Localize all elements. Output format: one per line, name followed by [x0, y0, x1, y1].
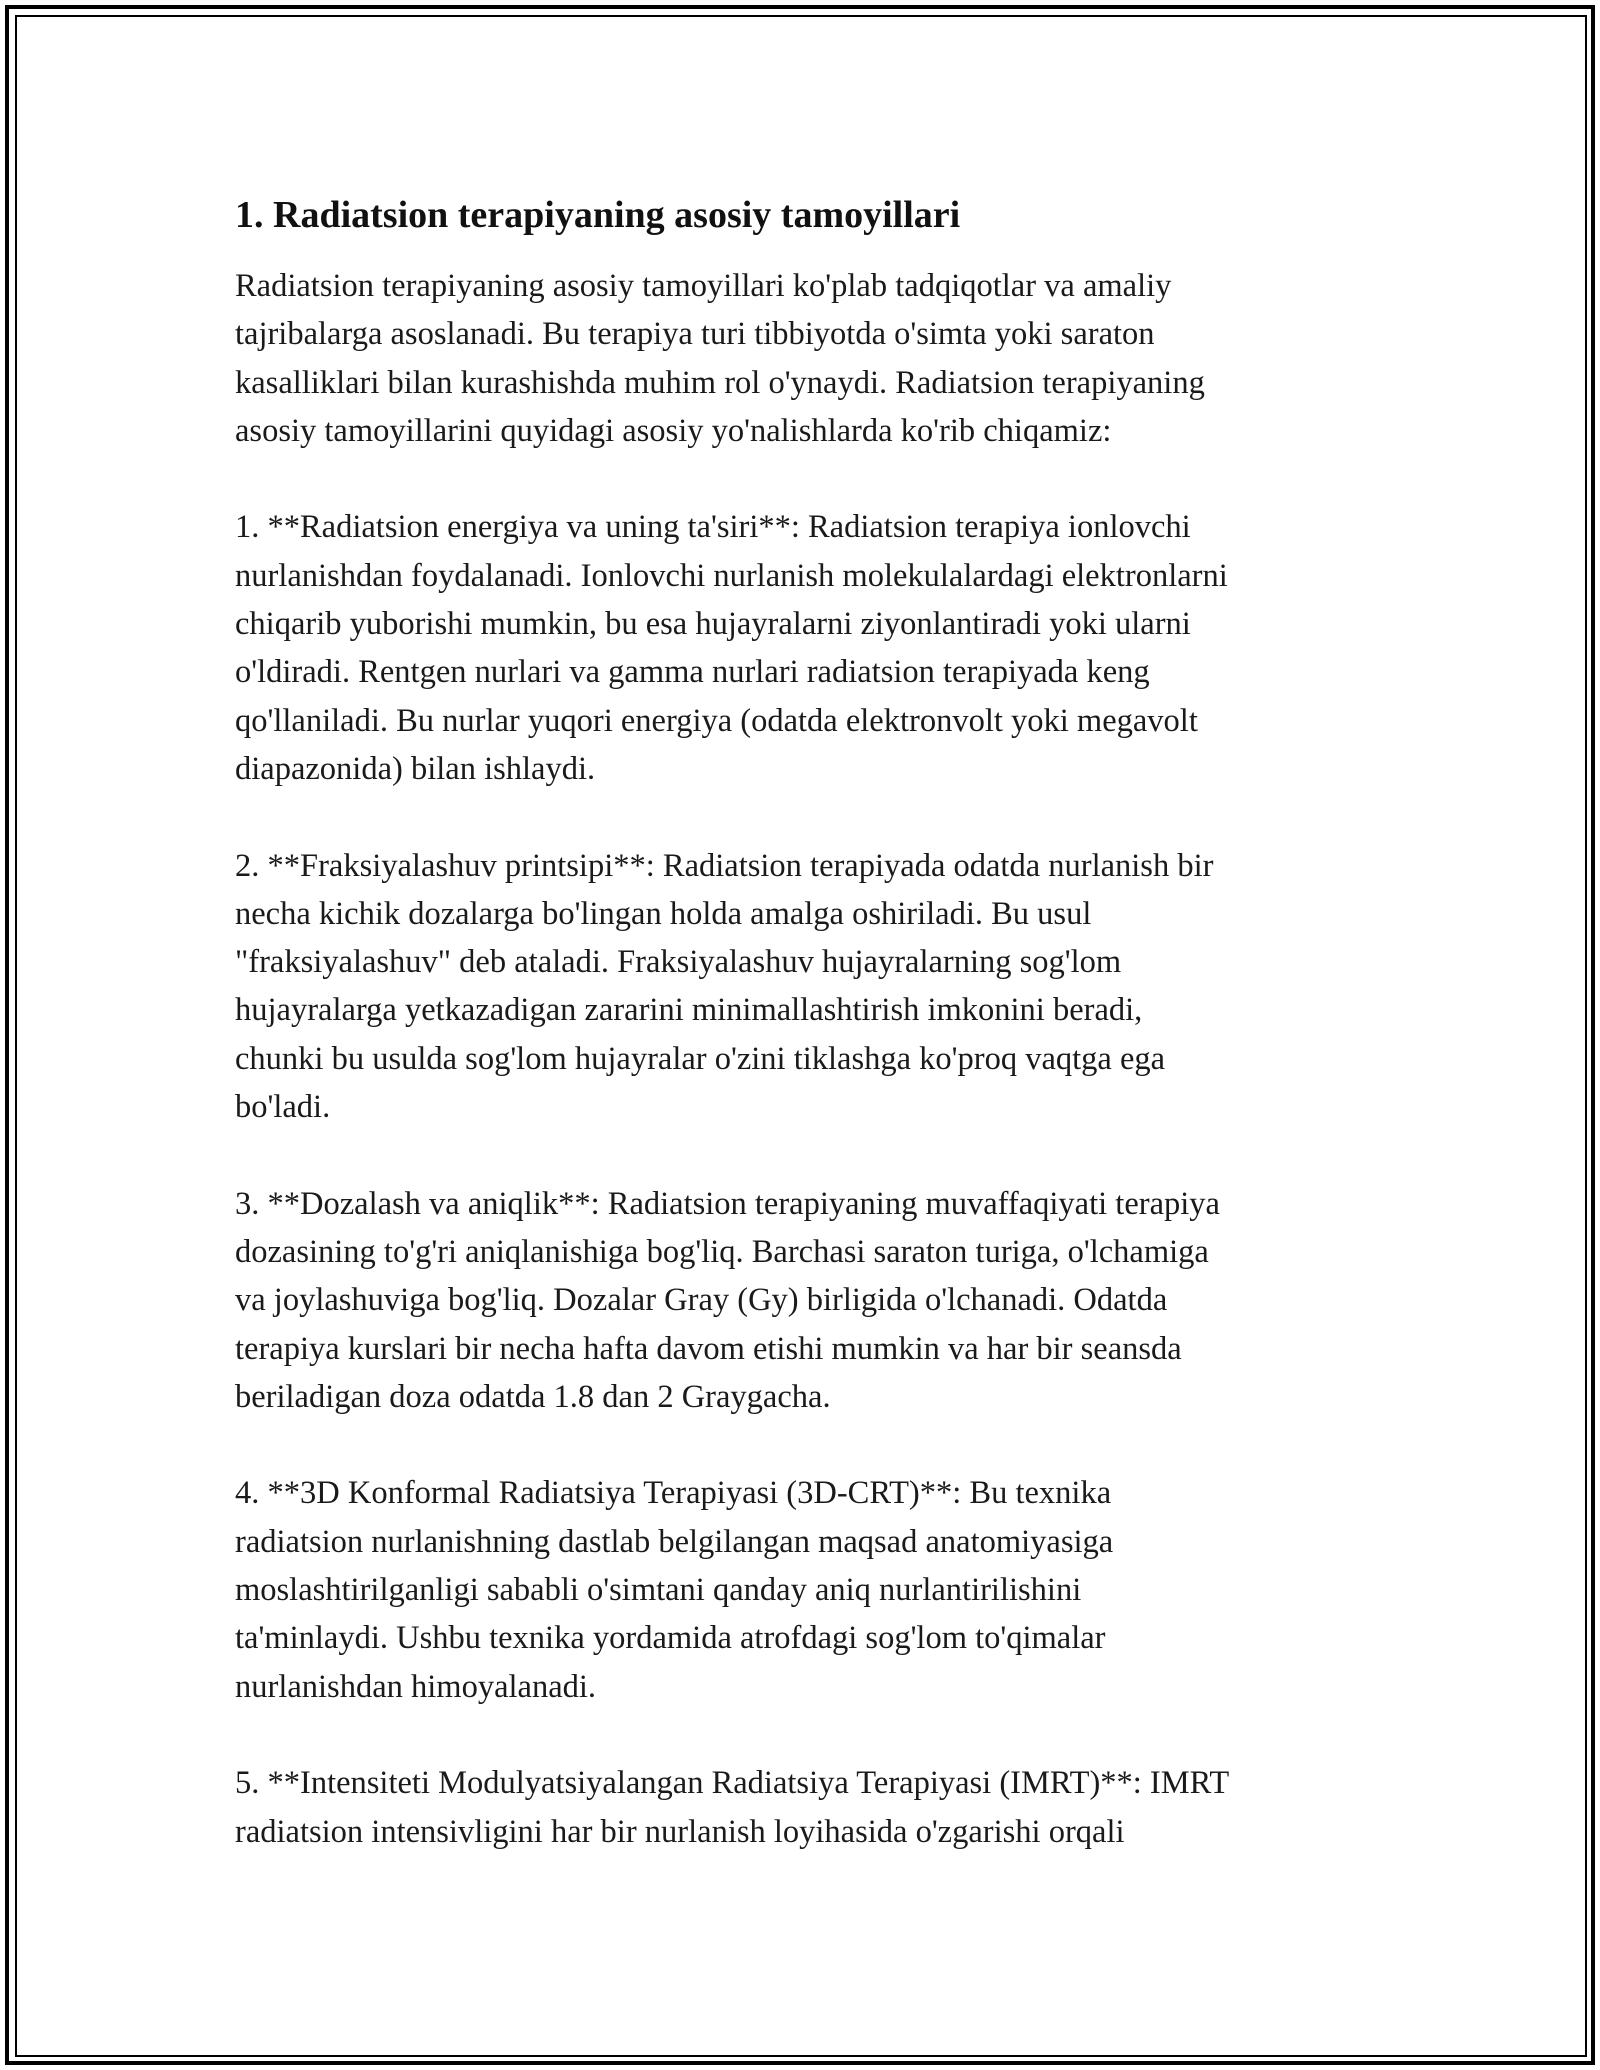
text-line: bo'ladi. [235, 1089, 331, 1126]
text-line: 5. **Intensiteti Modulyatsiyalangan Radiatsiya Terapiyasi (IMRT)**: IMRT [235, 1765, 1230, 1802]
text-line: asosiy tamoyillarini quyidagi asosiy yo'nalishlarda ko'rib chiqamiz: [235, 412, 1112, 449]
text-line: tajribalarga asoslanadi. Bu terapiya turi tibbiyotda o'simta yoki saraton [235, 316, 1155, 353]
principle-5-paragraph [235, 1759, 1385, 1856]
section-title: 1. Radiatsion terapiyaning asosiy tamoyillari [235, 194, 961, 236]
document-body [235, 188, 1385, 1904]
text-line: nurlanishdan himoyalanadi. [235, 1668, 597, 1705]
text-line: nurlanishdan foydalanadi. Ionlovchi nurlanish molekulalardagi elektronlarni [235, 557, 1228, 594]
text-line: dozasining to'g'ri aniqlanishiga bog'liq. Barchasi saraton turiga, o'lchamiga [235, 1233, 1209, 1270]
text-line: necha kichik dozalarga bo'lingan holda amalga oshiriladi. Bu usul [235, 895, 1092, 932]
text-line: Radiatsion terapiyaning asosiy tamoyillari ko'plab tadqiqotlar va amaliy [235, 268, 1172, 304]
text-line: 3. **Dozalash va aniqlik**: Radiatsion terapiyaning muvaffaqiyati terapiya [235, 1185, 1220, 1222]
text-line: qo'llaniladi. Bu nurlar yuqori energiya (odatda elektronvolt yoki megavolt [235, 702, 1198, 739]
principle-3-paragraph [235, 1180, 1385, 1421]
principle-2-paragraph [235, 842, 1385, 1132]
text-line: ta'minlaydi. Ushbu texnika yordamida atrofdagi sog'lom to'qimalar [235, 1620, 1106, 1657]
text-line: hujayralarga yetkazadigan zararini minimallashtirish imkonini beradi, [235, 992, 1143, 1029]
text-line: 1. **Radiatsion energiya va uning ta'siri**: Radiatsion terapiya ionlovchi [235, 509, 1191, 546]
text-line: chunki bu usulda sog'lom hujayralar o'zini tiklashga ko'proq vaqtga ega [235, 1040, 1166, 1077]
intro-paragraph [235, 262, 1385, 455]
text-line: "fraksiyalashuv" deb ataladi. Fraksiyalashuv hujayralarning sog'lom [235, 944, 1122, 981]
principle-1-paragraph [235, 503, 1385, 793]
text-line: o'ldiradi. Rentgen nurlari va gamma nurlari radiatsion terapiyada keng [235, 654, 1150, 691]
text-line: beriladigan doza odatda 1.8 dan 2 Graygacha. [235, 1378, 831, 1415]
text-line: va joylashuviga bog'liq. Dozalar Gray (Gy) birligida o'lchanadi. Odatda [235, 1282, 1168, 1319]
text-line: diapazonida) bilan ishlaydi. [235, 750, 596, 787]
text-line: 4. **3D Konformal Radiatsiya Terapiyasi (3D-CRT)**: Bu texnika [235, 1475, 1112, 1512]
text-line: terapiya kurslari bir necha hafta davom etishi mumkin va har bir seansda [235, 1330, 1182, 1367]
text-line: moslashtirilganligi sababli o'simtani qanday aniq nurlantirilishini [235, 1572, 1082, 1609]
text-line: kasalliklari bilan kurashishda muhim rol o'ynaydi. Radiatsion terapiyaning [235, 364, 1205, 401]
text-line: 2. **Fraksiyalashuv printsipi**: Radiatsion terapiyada odatda nurlanish bir [235, 847, 1214, 884]
text-line: radiatsion intensivligini har bir nurlanish loyihasida o'zgarishi orqali [235, 1813, 1125, 1850]
principle-4-paragraph [235, 1469, 1385, 1710]
text-line: chiqarib yuborishi mumkin, bu esa hujayralarni ziyonlantiradi yoki ularni [235, 606, 1191, 643]
text-line: radiatsion nurlanishning dastlab belgilangan maqsad anatomiyasiga [235, 1523, 1114, 1560]
